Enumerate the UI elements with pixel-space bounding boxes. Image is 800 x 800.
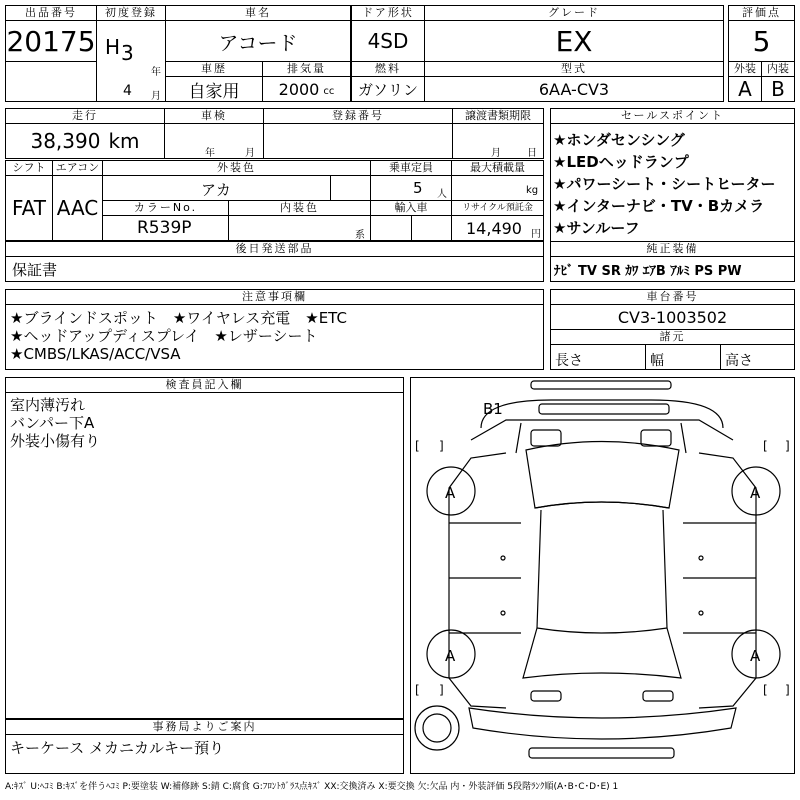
length-label: 長さ [555, 353, 583, 369]
hood-line [471, 420, 733, 440]
cc-unit: cc [323, 85, 335, 97]
equipment: ﾅﾋﾞ TV SR ｶﾜ ｴｱB ｱﾙﾐ PS PW [550, 256, 795, 282]
spare-tire-inner [423, 714, 451, 742]
import-box-1 [370, 215, 412, 241]
reg-label: 登録番号 [263, 108, 453, 124]
tire-code: A [750, 484, 761, 502]
capacity: 5 [413, 179, 423, 197]
roof-sides [537, 510, 667, 628]
import-box-2 [411, 215, 452, 241]
right-doors [683, 523, 756, 633]
sales-item: ★パワーシート・シートヒーター [553, 175, 776, 193]
front-grille [539, 404, 669, 414]
notes-label: 注意事項欄 [5, 289, 544, 305]
headlight-right [641, 430, 671, 446]
chassis-no: CV3-1003502 [550, 304, 795, 330]
tire-code: A [750, 647, 761, 665]
inspection-label: 車検 [164, 108, 264, 124]
office-note: キーケース メカニカルキー預り [5, 734, 404, 774]
int-color-unit: 系 [355, 230, 365, 241]
notes-line: ★ヘッドアップディスプレイ ★レザーシート [10, 327, 318, 345]
interior-grade: B [761, 76, 795, 102]
era: H [105, 35, 121, 59]
sales-item: ★サンルーフ [553, 219, 640, 237]
model-label: 型式 [424, 61, 724, 77]
bracket: ] [785, 683, 790, 697]
capacity-unit: 人 [437, 189, 447, 200]
history-label: 車歴 [165, 61, 263, 77]
color-label: 外装色 [102, 160, 371, 176]
roof-front [535, 502, 669, 508]
width-label: 幅 [650, 353, 664, 369]
inspector-line: 室内薄汚れ [10, 396, 86, 414]
rear-window [523, 628, 681, 678]
bracket: [ [763, 439, 768, 453]
inspector-box [5, 392, 404, 719]
insp-month-unit: 月 [245, 148, 255, 159]
inspection-box [164, 123, 264, 159]
left-doors [449, 523, 521, 633]
inspector-line: 外装小傷有り [10, 432, 101, 450]
handle-left [501, 556, 505, 560]
displacement-label: 排気量 [262, 61, 351, 77]
height-box [720, 344, 795, 370]
car-diagram [411, 378, 794, 773]
tire-code: A [445, 484, 456, 502]
bracket: ] [785, 439, 790, 453]
shift-label: シフト [5, 160, 53, 176]
lot-no-label: 出品番号 [5, 5, 97, 21]
color-blank [330, 175, 371, 201]
month-unit: 月 [151, 91, 161, 102]
color-no-label: カラーNo. [102, 200, 229, 216]
ac: AAC [52, 175, 103, 241]
later-parts-label: 後日発送部品 [5, 241, 544, 257]
km-unit: km [108, 129, 140, 153]
lot-no: 20175 [5, 20, 97, 62]
tire-code: A [445, 647, 456, 665]
load-label: 最大積載量 [451, 160, 544, 176]
bracket: ] [439, 683, 444, 697]
bracket: [ [415, 439, 420, 453]
score-label: 評価点 [728, 5, 795, 21]
load-box [451, 175, 544, 201]
recycle: 14,490 [466, 219, 522, 238]
capacity-box [370, 175, 452, 201]
history: 自家用 [165, 76, 263, 102]
car-diagram-frame [410, 377, 795, 774]
fuel: ガソリン [351, 76, 425, 102]
transfer-label: 譲渡書類期限 [452, 108, 544, 124]
first-reg-year: 3 [121, 41, 134, 65]
recycle-box [451, 215, 544, 241]
notes-line: ★CMBS/LKAS/ACC/VSA [10, 345, 181, 363]
handle-right [699, 556, 703, 560]
handle-left [501, 611, 505, 615]
mileage-box [5, 123, 165, 159]
shift: FAT [5, 175, 53, 241]
transfer-month-unit: 月 [491, 148, 501, 159]
fuel-label: 燃料 [351, 61, 425, 77]
mileage: 38,390 [30, 129, 101, 153]
color-no: R539P [137, 218, 192, 238]
door-label: ドア形状 [351, 5, 425, 21]
handle-right [699, 611, 703, 615]
displacement-box [262, 76, 351, 102]
mileage-label: 走行 [5, 108, 165, 124]
sales-item: ★インターナビ・TV・Bカメラ [553, 197, 765, 215]
displacement: 2000 [278, 79, 320, 99]
left-body [449, 453, 506, 708]
width-box [645, 344, 721, 370]
ac-label: エアコン [52, 160, 103, 176]
windshield [526, 442, 679, 509]
office-label: 事務局よりご案内 [5, 719, 404, 735]
reg-box [263, 123, 453, 159]
first-reg-box [96, 20, 166, 102]
interior-label: 内装 [761, 61, 795, 77]
color-box [102, 175, 331, 201]
equipment-label: 純正装備 [550, 241, 795, 257]
sales-item: ★LEDヘッドランプ [553, 153, 689, 171]
model: 6AA-CV3 [424, 76, 724, 102]
first-reg-month: 4 [123, 83, 132, 99]
front-bumper-top [531, 381, 671, 389]
sales-points [550, 123, 795, 242]
dims-label: 諸元 [550, 329, 795, 345]
headlight-left [531, 430, 561, 446]
inspector-line: バンパー下A [10, 414, 95, 432]
transfer-day-unit: 日 [527, 148, 537, 159]
score: 5 [728, 20, 795, 62]
sales-item: ★ホンダセンシング [553, 131, 685, 149]
later-parts: 保証書 [5, 256, 544, 282]
door-type: 4SD [351, 20, 425, 62]
color: アカ [201, 181, 231, 199]
right-body [699, 453, 756, 708]
notes-line: ★ブラインドスポット ★ワイヤレス充電 ★ETC [10, 309, 347, 327]
legend: A:ｷｽﾞ U:ﾍｺﾐ B:ｷｽﾞを伴うﾍｺﾐ P:要塗装 W:補修跡 S:錆 C:腐食 G:ﾌﾛﾝﾄｶﾞﾗｽ点ｷｽﾞ XX:交換済み X:要交換 欠:欠品 内・外装評価 5段階ﾗﾝｸ順(A･B･C･D･E) 1 [5, 782, 619, 792]
lot-no-blank [5, 61, 97, 102]
bracket: [ [763, 683, 768, 697]
taillight-right [643, 691, 673, 701]
grade: EX [424, 20, 724, 62]
color-no-box [102, 215, 229, 241]
name-label: 車名 [165, 5, 351, 21]
bracket: ] [439, 439, 444, 453]
kg-unit: kg [526, 185, 539, 196]
length-box [550, 344, 646, 370]
hood-edges [516, 423, 686, 453]
int-color-box [228, 215, 371, 241]
spare-tire [415, 706, 459, 750]
yen-unit: 円 [531, 229, 541, 240]
notes-box [5, 304, 544, 370]
sales-label: セールスポイント [550, 108, 795, 124]
import-label: 輸入車 [370, 200, 452, 216]
grade-label: グレード [424, 5, 724, 21]
exterior-grade: A [728, 76, 762, 102]
chassis-label: 車台番号 [550, 289, 795, 305]
first-reg-label: 初度登録 [96, 5, 166, 21]
bracket: [ [415, 683, 420, 697]
trunk [469, 708, 736, 739]
exterior-label: 外装 [728, 61, 762, 77]
car-name: アコード [165, 20, 351, 62]
inspector-label: 検査員記入欄 [5, 377, 404, 393]
transfer-box [452, 123, 544, 159]
capacity-label: 乗車定員 [370, 160, 452, 176]
int-color-label: 内装色 [228, 200, 371, 216]
year-unit: 年 [151, 67, 161, 78]
taillight-left [531, 691, 561, 701]
height-label: 高さ [725, 353, 753, 369]
rear-bumper [529, 748, 674, 758]
damage-code-b1: B1 [483, 400, 503, 418]
insp-year-unit: 年 [205, 148, 215, 159]
recycle-label: リサイクル預託金 [451, 200, 544, 216]
